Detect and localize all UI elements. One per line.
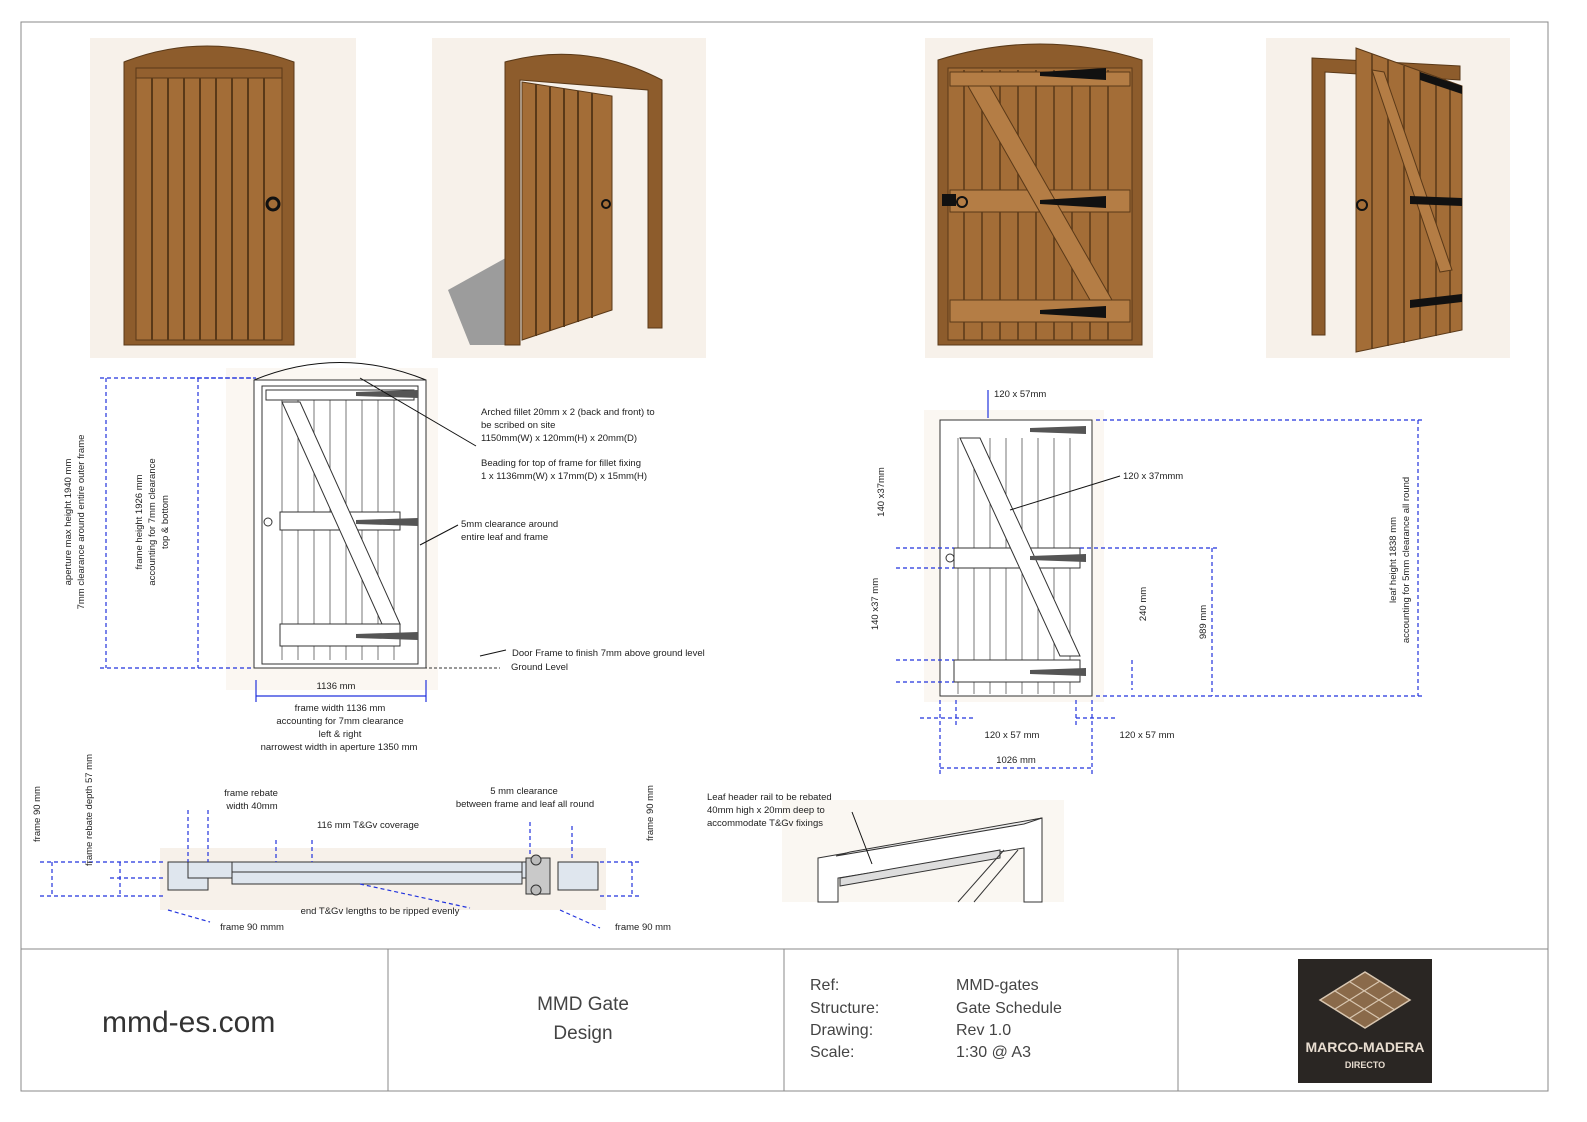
design-title-line-1: MMD Gate	[537, 994, 629, 1015]
drawing-label: Drawing:	[810, 1022, 874, 1039]
leaf-height-line-2: accounting for 5mm clearance all round	[1401, 476, 1412, 644]
stile-right-label: 120 x 57 mm	[1119, 730, 1175, 741]
aperture-label-line-1: aperture max height 1940 mm	[63, 458, 74, 586]
ref-label: Ref:	[810, 977, 840, 994]
frame-width-line-3: left & right	[318, 729, 362, 740]
front-elevation	[226, 363, 500, 691]
detail-note-line-1: Leaf header rail to be rebated	[707, 792, 832, 803]
detail-note-line-3: accommodate T&Gv fixings	[707, 818, 823, 829]
section-frame-90-left: frame 90 mm	[32, 786, 43, 842]
section-rebate-depth: frame rebate depth 57 mm	[84, 754, 95, 866]
logo-text-line-2: DIRECTO	[1344, 1060, 1386, 1070]
title-block	[388, 949, 1178, 1091]
ref-value: MMD-gates	[956, 977, 1039, 994]
top-rail-label: 120 x 57mm	[994, 389, 1047, 400]
leaf-elevation	[924, 410, 1104, 702]
ground-level-label: Ground Level	[511, 662, 569, 673]
beading-note-line-2: 1 x 1136mm(W) x 17mm(D) x 15mm(H)	[481, 471, 648, 482]
section-clearance-line-2: between frame and leaf all round	[455, 799, 595, 810]
section-rebate-width-line-2: width 40mm	[226, 801, 278, 812]
section-rip-note: end T&Gv lengths to be ripped evenly	[300, 906, 460, 917]
structure-value: Gate Schedule	[956, 1000, 1062, 1017]
ground-note: Door Frame to finish 7mm above ground level	[512, 648, 705, 659]
dim-989-label: 989 mm	[1198, 604, 1209, 640]
render-front-open	[432, 38, 706, 358]
section-rebate-width-line-1: frame rebate	[224, 788, 278, 799]
clearance-note-line-1: 5mm clearance around	[461, 519, 559, 530]
frame-width-line-1: frame width 1136 mm	[294, 703, 386, 714]
aperture-label-line-2: 7mm clearance around entire outer frame	[76, 434, 87, 610]
drawing-value: Rev 1.0	[956, 1022, 1012, 1039]
frame-height-line-2: accounting for 7mm clearance	[147, 458, 158, 586]
frame-width-dimension: 1136 mm	[316, 681, 356, 692]
render-back-open	[1266, 38, 1510, 358]
frame-height-line-3: top & bottom	[160, 495, 171, 549]
section-tgv-label: 116 mm T&Gv coverage	[316, 820, 420, 831]
latch-icon	[942, 194, 956, 206]
section-frame-90-bottom-right: frame 90 mm	[615, 922, 671, 933]
dim-240-label: 240 mm	[1138, 586, 1149, 622]
scale-label: Scale:	[810, 1044, 855, 1061]
beading-note-line-1: Beading for top of frame for fillet fixing	[481, 458, 641, 469]
leaf-width-label: 1026 mm	[996, 755, 1036, 766]
render-front-closed	[90, 38, 356, 358]
arch-note-line-2: be scribed on site	[481, 420, 556, 431]
clearance-note-line-2: entire leaf and frame	[461, 532, 549, 543]
structure-label: Structure:	[810, 1000, 880, 1017]
plan-section	[160, 848, 606, 910]
frame-height-line-1: frame height 1926 mm	[134, 474, 145, 570]
arch-note-line-3: 1150mm(W) x 120mm(H) x 20mm(D)	[481, 433, 638, 444]
rail-140-top-label: 140 x37mm	[876, 467, 887, 517]
section-frame-90-right: frame 90 mm	[645, 785, 656, 841]
arch-note-line-1: Arched fillet 20mm x 2 (back and front) to	[481, 407, 655, 418]
leaf-height-line-1: leaf height 1838 mm	[1388, 516, 1399, 604]
render-back-closed	[925, 38, 1153, 358]
website-label: mmd-es.com	[102, 1006, 276, 1039]
frame-width-line-2: accounting for 7mm clearance	[276, 716, 404, 727]
scale-value: 1:30 @ A3	[956, 1044, 1031, 1061]
brace-label: 120 x 37mmm	[1123, 471, 1184, 482]
section-clearance-line-1: 5 mm clearance	[490, 786, 558, 797]
frame-width-line-4: narrowest width in aperture 1350 mm	[260, 742, 418, 753]
detail-note-line-2: 40mm high x 20mm deep to	[707, 805, 825, 816]
company-logo	[1298, 959, 1432, 1083]
logo-text-line-1: MARCO-MADERA	[1305, 1039, 1425, 1055]
rail-140-mid-label: 140 x37 mm	[870, 577, 881, 631]
stile-left-label: 120 x 57 mm	[984, 730, 1040, 741]
design-title-line-2: Design	[553, 1023, 613, 1044]
section-frame-90-bottom-left: frame 90 mmm	[220, 922, 284, 933]
